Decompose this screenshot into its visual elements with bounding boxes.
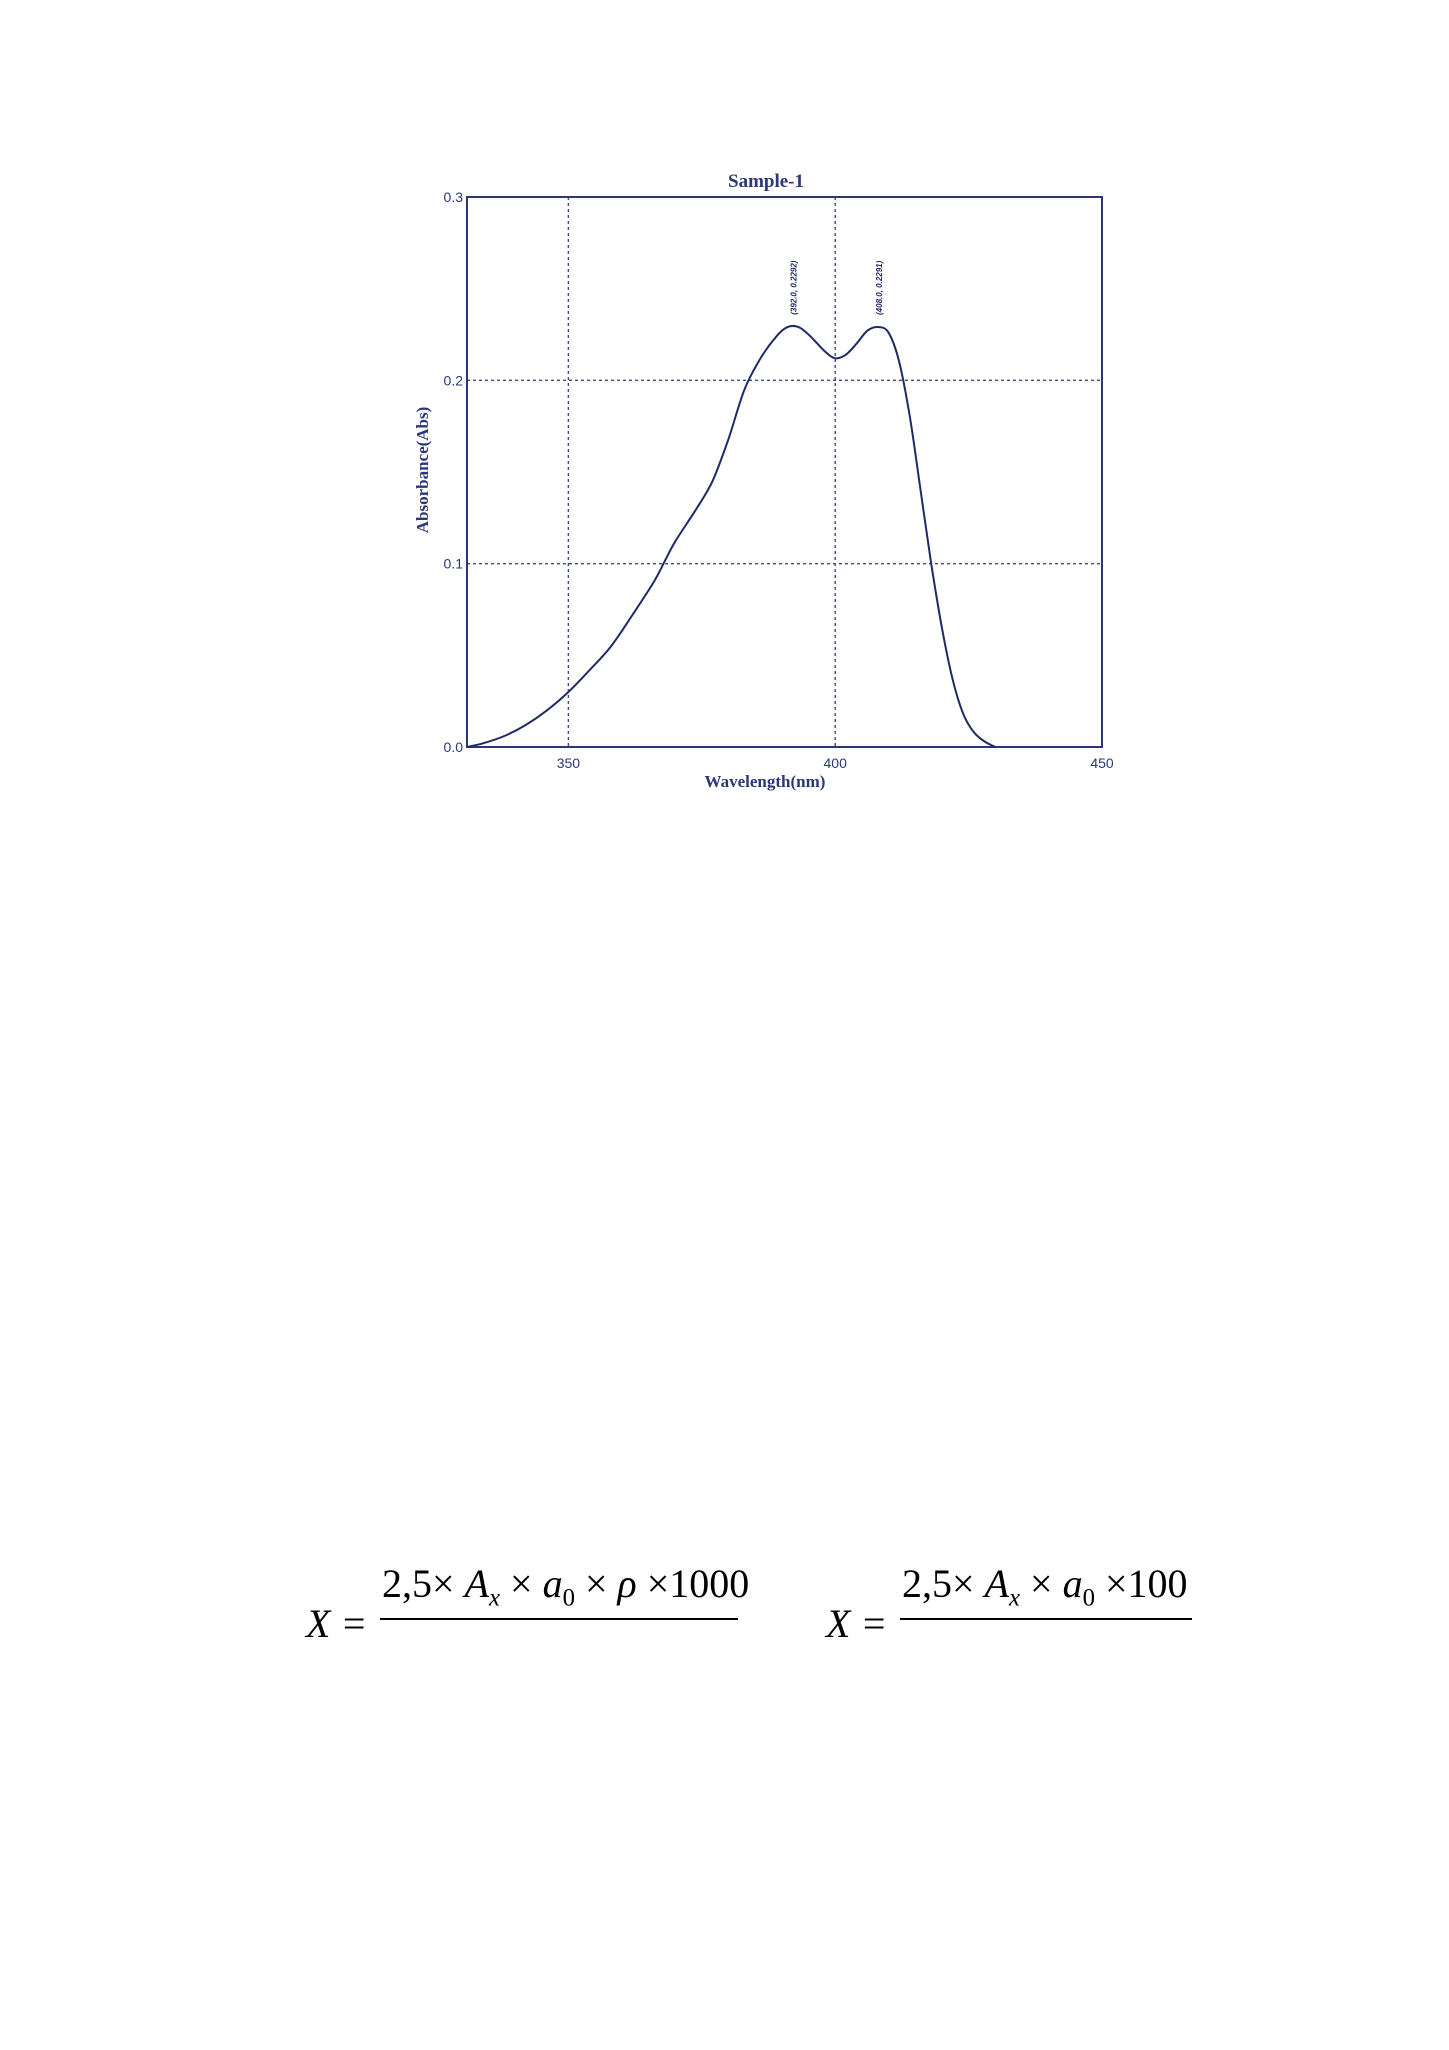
fraction-bar xyxy=(900,1618,1192,1620)
formula-lhs: X = xyxy=(306,1601,368,1646)
x-tick-label: 350 xyxy=(556,755,581,771)
chart-title: Sample-1 xyxy=(728,171,804,192)
y-axis-label: Absorbance(Abs) xyxy=(413,406,432,534)
x-tick-label: 400 xyxy=(823,755,847,771)
chart-grid xyxy=(467,197,1102,747)
formula-lhs: X = xyxy=(826,1601,888,1646)
x-axis-label: Wavelength(nm) xyxy=(704,772,826,791)
y-tick-label: 0.1 xyxy=(443,555,463,572)
y-tick-label: 0.3 xyxy=(443,189,463,205)
tick-labels xyxy=(444,189,1114,771)
peak-annotations xyxy=(790,260,884,315)
peak-annotation: (408.0, 0.2291) xyxy=(874,260,884,315)
fraction-bar xyxy=(380,1618,738,1620)
plot-frame xyxy=(467,197,1102,747)
formula-numerator: $2,5\times A_x \times a_0 \times 100$ xyxy=(902,1561,1188,1612)
formula-numerator: $2,5\times A_x \times a_0 \times \rho \times 1000$ xyxy=(382,1561,750,1612)
y-tick-label: 0.2 xyxy=(443,372,463,389)
x-tick-label: 450 xyxy=(1090,755,1114,771)
absorbance-curve xyxy=(467,326,995,747)
peak-annotation: (392.0, 0.2292) xyxy=(789,260,799,315)
y-tick-label: 0.0 xyxy=(443,739,463,755)
